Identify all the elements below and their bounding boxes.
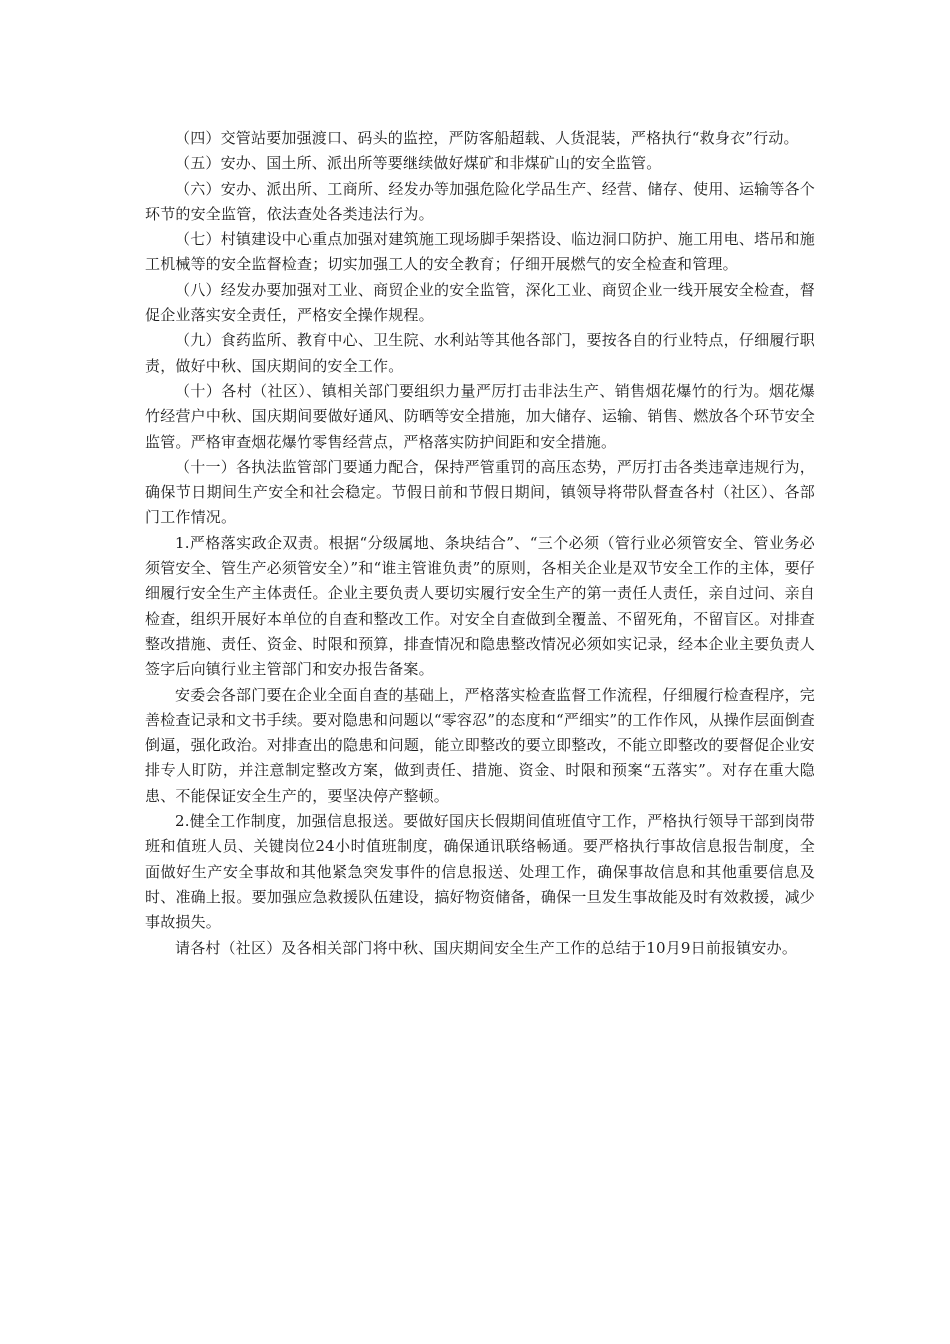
paragraph-item-4: （四）交管站要加强渡口、码头的监控，严防客船超载、人货混装，严格执行“救身衣”行动。: [175, 129, 799, 147]
paragraph-work-system: 2.健全工作制度，加强信息报送。要做好国庆长假期间值班值守工作，严格执行领导干部到岗带班和值班人员、关键岗位24小时值班制度，确保通讯联络畅通。要严格执行事故信息报告制度，全面做好生产安全事故和其他紧急突发事件的信息报送、处理工作，确保事故信息和其他重要信息及时、准确上报。要加强应急救援队伍建设，搞好物资储备，确保一旦发生事故能及时有效救援，减少事故损失。: [145, 812, 815, 932]
paragraph-closing-request: 请各村（社区）及各相关部门将中秋、国庆期间安全生产工作的总结于10月9日前报镇安办。: [175, 938, 798, 957]
document-body: [145, 126, 815, 961]
paragraph-item-7: （七）村镇建设中心重点加强对建筑施工现场脚手架搭设、临边洞口防护、施工用电、塔吊和施工机械等的安全监督检查；切实加强工人的安全教育；仔细开展燃气的安全检查和管理。: [145, 230, 815, 274]
paragraph-duty-responsibility: 1.严格落实政企双责。根据“分级属地、条块结合”、“三个必须（管行业必须管安全、管业务必须管安全、管生产必须管安全）”和“谁主管谁负责”的原则，各相关企业是双节安全工作的主体，要仔细履行安全生产主体责任。企业主要负责人要切实履行安全生产的第一责任人责任，亲自过问、亲自检查，组织开展好本单位的自查和整改工作。对安全自查做到全覆盖、不留死角，不留盲区。对排查整改措施、责任、资金、时限和预算，排查情况和隐患整改情况必须如实记录，经本企业主要负责人签字后向镇行业主管部门和安办报告备案。: [145, 533, 815, 679]
paragraph-item-9: （九）食药监所、教育中心、卫生院、水利站等其他各部门，要按各自的行业特点，仔细履行职责，做好中秋、国庆期间的安全工作。: [145, 331, 815, 375]
paragraph-item-10: （十）各村（社区）、镇相关部门要组织力量严厉打击非法生产、销售烟花爆竹的行为。烟花爆竹经营户中秋、国庆期间要做好通风、防晒等安全措施，加大储存、运输、销售、燃放各个环节安全监管。严格审查烟花爆竹零售经营点，严格落实防护间距和安全措施。: [145, 381, 815, 451]
paragraph-item-8: （八）经发办要加强对工业、商贸企业的安全监管，深化工业、商贸企业一线开展安全检查，督促企业落实安全责任，严格安全操作规程。: [145, 280, 815, 325]
paragraph-item-6: （六）安办、派出所、工商所、经发办等加强危险化学品生产、经营、储存、使用、运输等各个环节的安全监管，依法查处各类违法行为。: [145, 179, 815, 223]
paragraph-safety-committee: 安委会各部门要在企业全面自查的基础上，严格落实检查监督工作流程，仔细履行检查程序，完善检查记录和文书手续。要对隐患和问题以“零容忍”的态度和“严细实”的工作作风，从操作层面倒查倒逼，强化政治。对排查出的隐患和问题，能立即整改的要立即整改，不能立即整改的要督促企业安排专人盯防，并注意制定整改方案，做到责任、措施、资金、时限和预案“五落实”。对存在重大隐患、不能保证安全生产的，要坚决停产整顿。: [145, 685, 815, 805]
paragraph-item-5: （五）安办、国土所、派出所等要继续做好煤矿和非煤矿山的安全监管。: [175, 154, 662, 173]
paragraph-item-11: （十一）各执法监管部门要通力配合，保持严管重罚的高压态势，严厉打击各类违章违规行为，确保节日期间生产安全和社会稳定。节假日前和节假日期间，镇领导将带队督查各村（社区）、各部门工作情况。: [145, 457, 815, 527]
